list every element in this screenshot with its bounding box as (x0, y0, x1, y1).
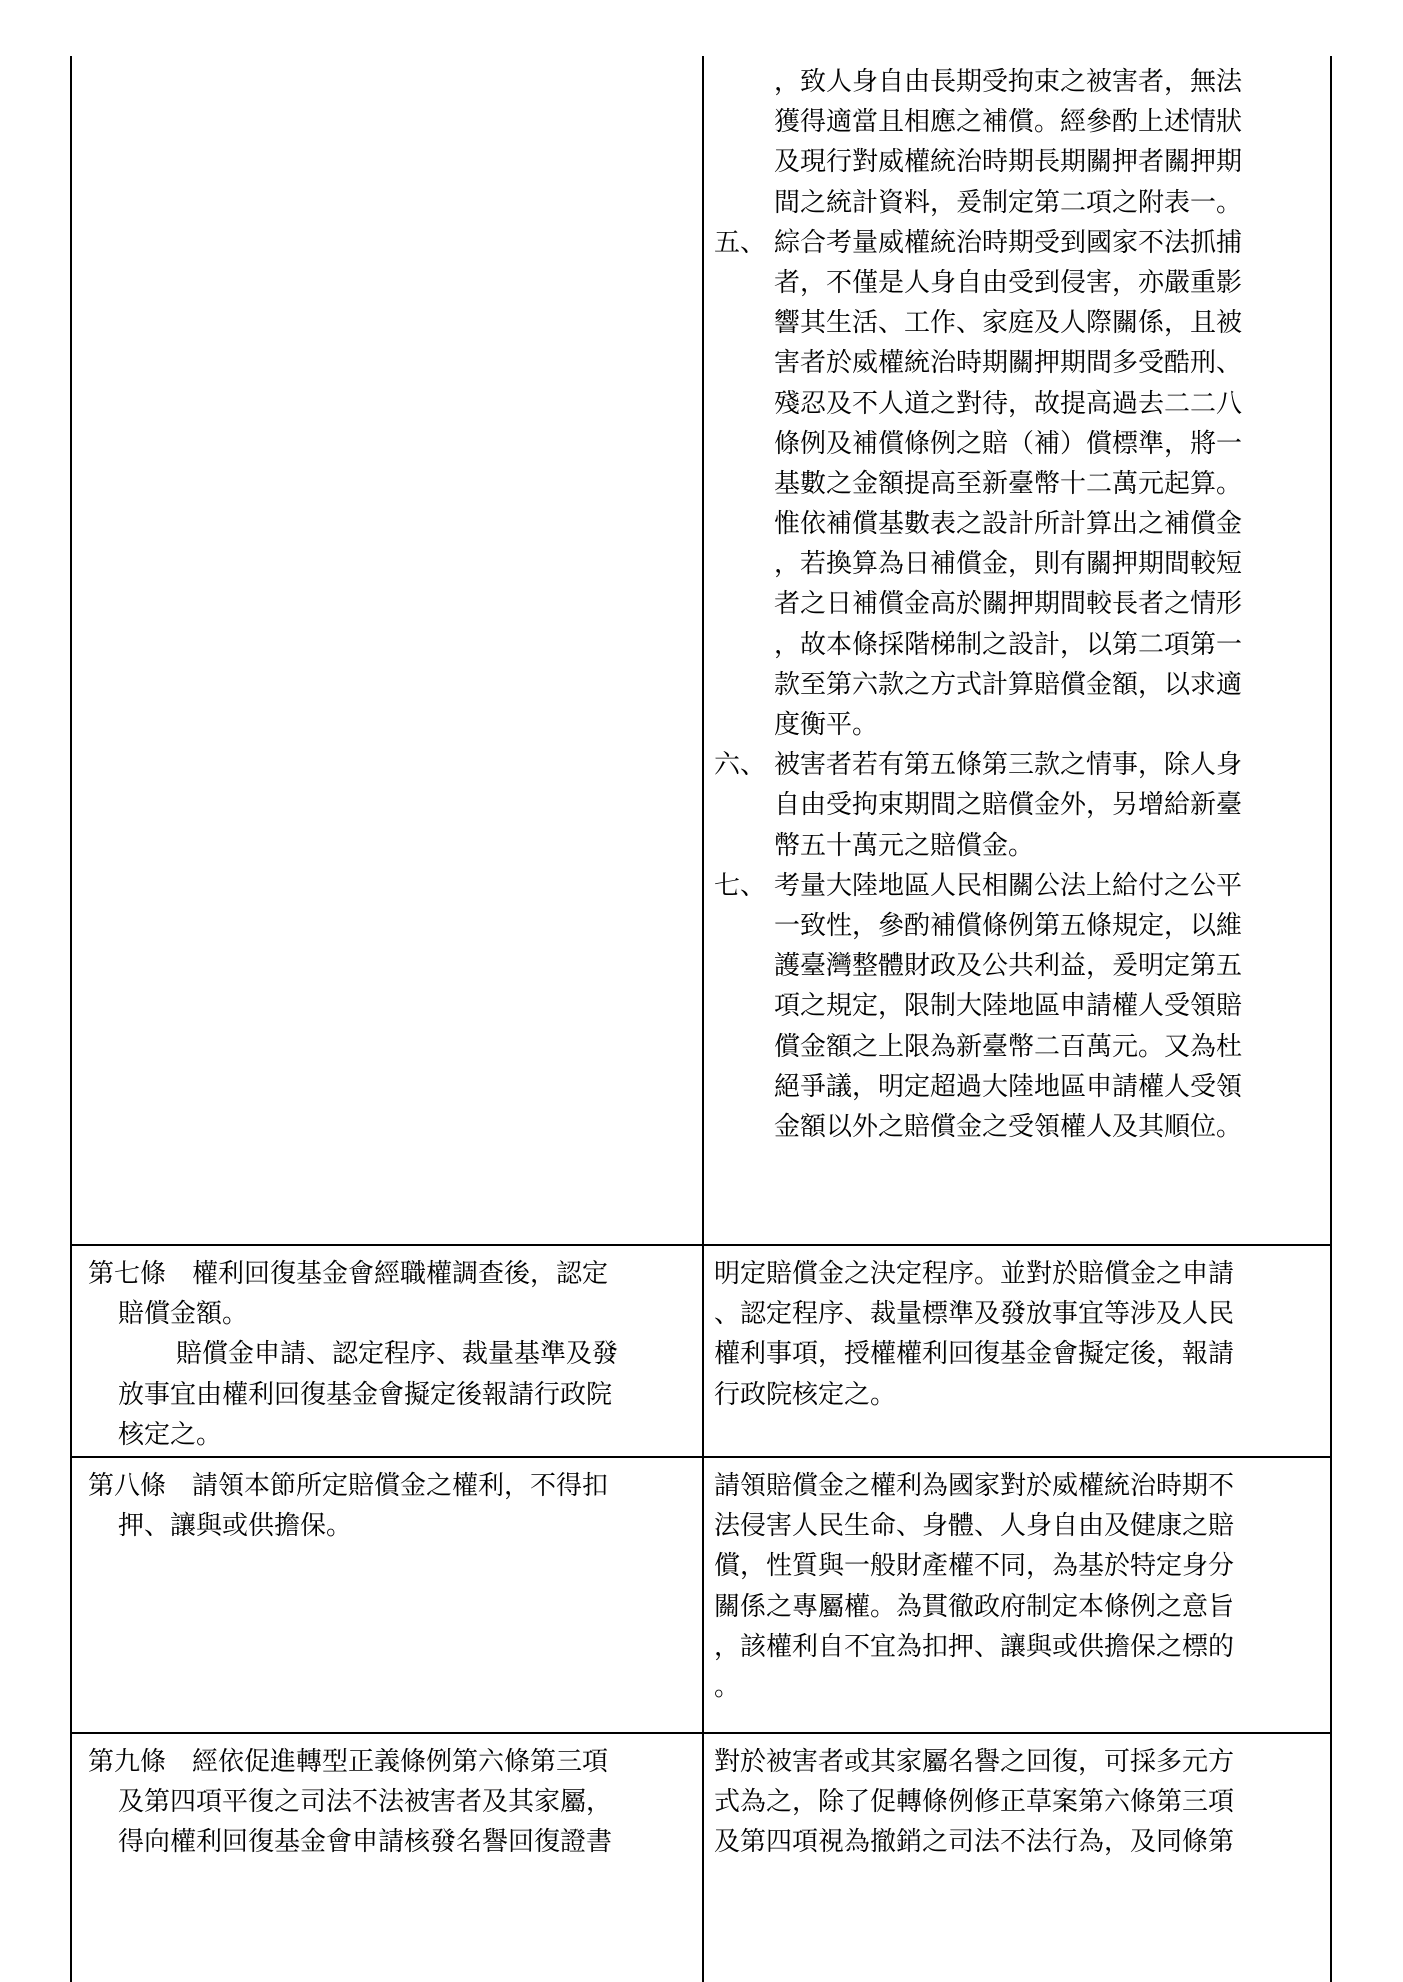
table-left-border (70, 56, 72, 1982)
article-7-explanation (714, 1254, 1314, 1415)
explanation-line: 自由受拘束期間之賠償金外，另增給新臺 (774, 790, 1243, 821)
article-line: 押、讓與或供擔保。 (118, 1511, 353, 1542)
explanation-line: 害者於威權統治時期關押期間多受酷刑、 (774, 348, 1243, 379)
explanation-line: 考量大陸地區人民相關公法上給付之公平 (774, 870, 1243, 901)
explanation-line: 間之統計資料，爰制定第二項之附表一。 (774, 187, 1243, 218)
article-9-explanation (714, 1742, 1314, 1863)
article-line: 得向權利回復基金會申請核發名譽回復證書 (118, 1827, 613, 1858)
explanation-line: 、認定程序、裁量標準及發放事宜等涉及人民 (714, 1299, 1235, 1330)
explanation-line: ，該權利自不宜為扣押、讓與或供擔保之標的 (714, 1631, 1235, 1662)
explanation-line: 關係之專屬權。為貫徹政府制定本條例之意旨 (714, 1591, 1235, 1622)
article-7-text (88, 1254, 688, 1455)
table-right-border (1330, 56, 1332, 1982)
comparison-table (70, 56, 1332, 1982)
explanation-line: 絕爭議，明定超過大陸地區申請權人受領 (774, 1071, 1243, 1102)
table-column-divider (702, 56, 704, 1982)
article-8-text (88, 1466, 688, 1546)
row-divider (70, 1456, 1332, 1458)
article-line: 第七條 權利回復基金會經職權調查後，認定 (88, 1259, 609, 1289)
item-number: 五、 (714, 227, 767, 258)
row1-right-cell (714, 62, 1314, 1147)
explanation-line: 金額以外之賠償金之受領權人及其順位。 (774, 1111, 1243, 1142)
explanation-line: 度衡平。 (774, 710, 879, 740)
row-divider (70, 1732, 1332, 1734)
explanation-line: 基數之金額提高至新臺幣十二萬元起算。 (774, 468, 1243, 499)
article-line: 第九條 經依促進轉型正義條例第六條第三項 (88, 1747, 609, 1777)
explanation-line: ，故本條採階梯制之設計，以第二項第一 (774, 629, 1243, 660)
article-9-text (88, 1742, 688, 1863)
explanation-line: 惟依補償基數表之設計所計算出之補償金 (774, 509, 1243, 540)
article-line: 賠償金額。 (118, 1299, 249, 1330)
explanation-line: 護臺灣整體財政及公共利益，爰明定第五 (774, 951, 1243, 982)
article-line: 放事宜由權利回復基金會擬定後報請行政院 (118, 1379, 613, 1410)
explanation-line: 者，不僅是人身自由受到侵害，亦嚴重影 (774, 267, 1243, 298)
explanation-line: 項之規定，限制大陸地區申請權人受領賠 (774, 991, 1243, 1022)
explanation-line: 權利事項，授權權利回復基金會擬定後，報請 (714, 1339, 1235, 1370)
item-number: 六、 (714, 750, 767, 781)
explanation-line: ，若換算為日補償金，則有關押期間較短 (774, 549, 1243, 580)
explanation-line: 獲得適當且相應之補償。經參酌上述情狀 (774, 107, 1243, 138)
explanation-line: 償金額之上限為新臺幣二百萬元。又為杜 (774, 1031, 1243, 1062)
explanation-line: 殘忍及不人道之對待，故提高過去二二八 (774, 388, 1243, 419)
article-8-explanation (714, 1466, 1314, 1707)
explanation-line: 被害者若有第五條第三款之情事，除人身 (774, 750, 1243, 781)
explanation-line: 法侵害人民生命、身體、人身自由及健康之賠 (714, 1511, 1235, 1542)
row-divider (70, 1244, 1332, 1246)
explanation-line: ，致人身自由長期受拘束之被害者，無法 (774, 67, 1243, 97)
explanation-line: 請領賠償金之權利為國家對於威權統治時期不 (714, 1471, 1235, 1501)
explanation-line: 綜合考量威權統治時期受到國家不法抓捕 (774, 227, 1243, 258)
article-line: 核定之。 (118, 1419, 223, 1450)
explanation-line: 明定賠償金之決定程序。並對於賠償金之申請 (714, 1259, 1235, 1289)
explanation-line: 條例及補償條例之賠（補）償標準，將一 (774, 428, 1243, 459)
explanation-line: 幣五十萬元之賠償金。 (774, 830, 1035, 861)
explanation-line: 及第四項視為撤銷之司法不法行為，及同條第 (714, 1827, 1235, 1858)
explanation-line: 款至第六款之方式計算賠償金額，以求適 (774, 669, 1243, 700)
explanation-line: 響其生活、工作、家庭及人際關係，且被 (774, 308, 1243, 339)
explanation-line: 一致性，參酌補償條例第五條規定，以維 (774, 910, 1243, 941)
explanation-line: 式為之，除了促轉條例修正草案第六條第三項 (714, 1787, 1235, 1818)
explanation-line: 。 (714, 1671, 741, 1702)
article-line: 及第四項平復之司法不法被害者及其家屬， (118, 1787, 613, 1818)
item-number: 七、 (714, 870, 767, 901)
article-line: 賠償金申請、認定程序、裁量基準及發 (176, 1339, 619, 1370)
explanation-item-7 (714, 866, 1314, 1147)
explanation-line: 償，性質與一般財產權不同，為基於特定身分 (714, 1551, 1235, 1582)
explanation-line: 行政院核定之。 (714, 1379, 897, 1410)
article-line: 第八條 請領本節所定賠償金之權利，不得扣 (88, 1471, 609, 1501)
explanation-line: 對於被害者或其家屬名譽之回復，可採多元方 (714, 1747, 1235, 1777)
explanation-line: 者之日補償金高於關押期間較長者之情形 (774, 589, 1243, 620)
explanation-item-6 (714, 745, 1314, 866)
explanation-line: 及現行對威權統治時期長期關押者關押期 (774, 147, 1243, 178)
explanation-item-5 (714, 223, 1314, 745)
